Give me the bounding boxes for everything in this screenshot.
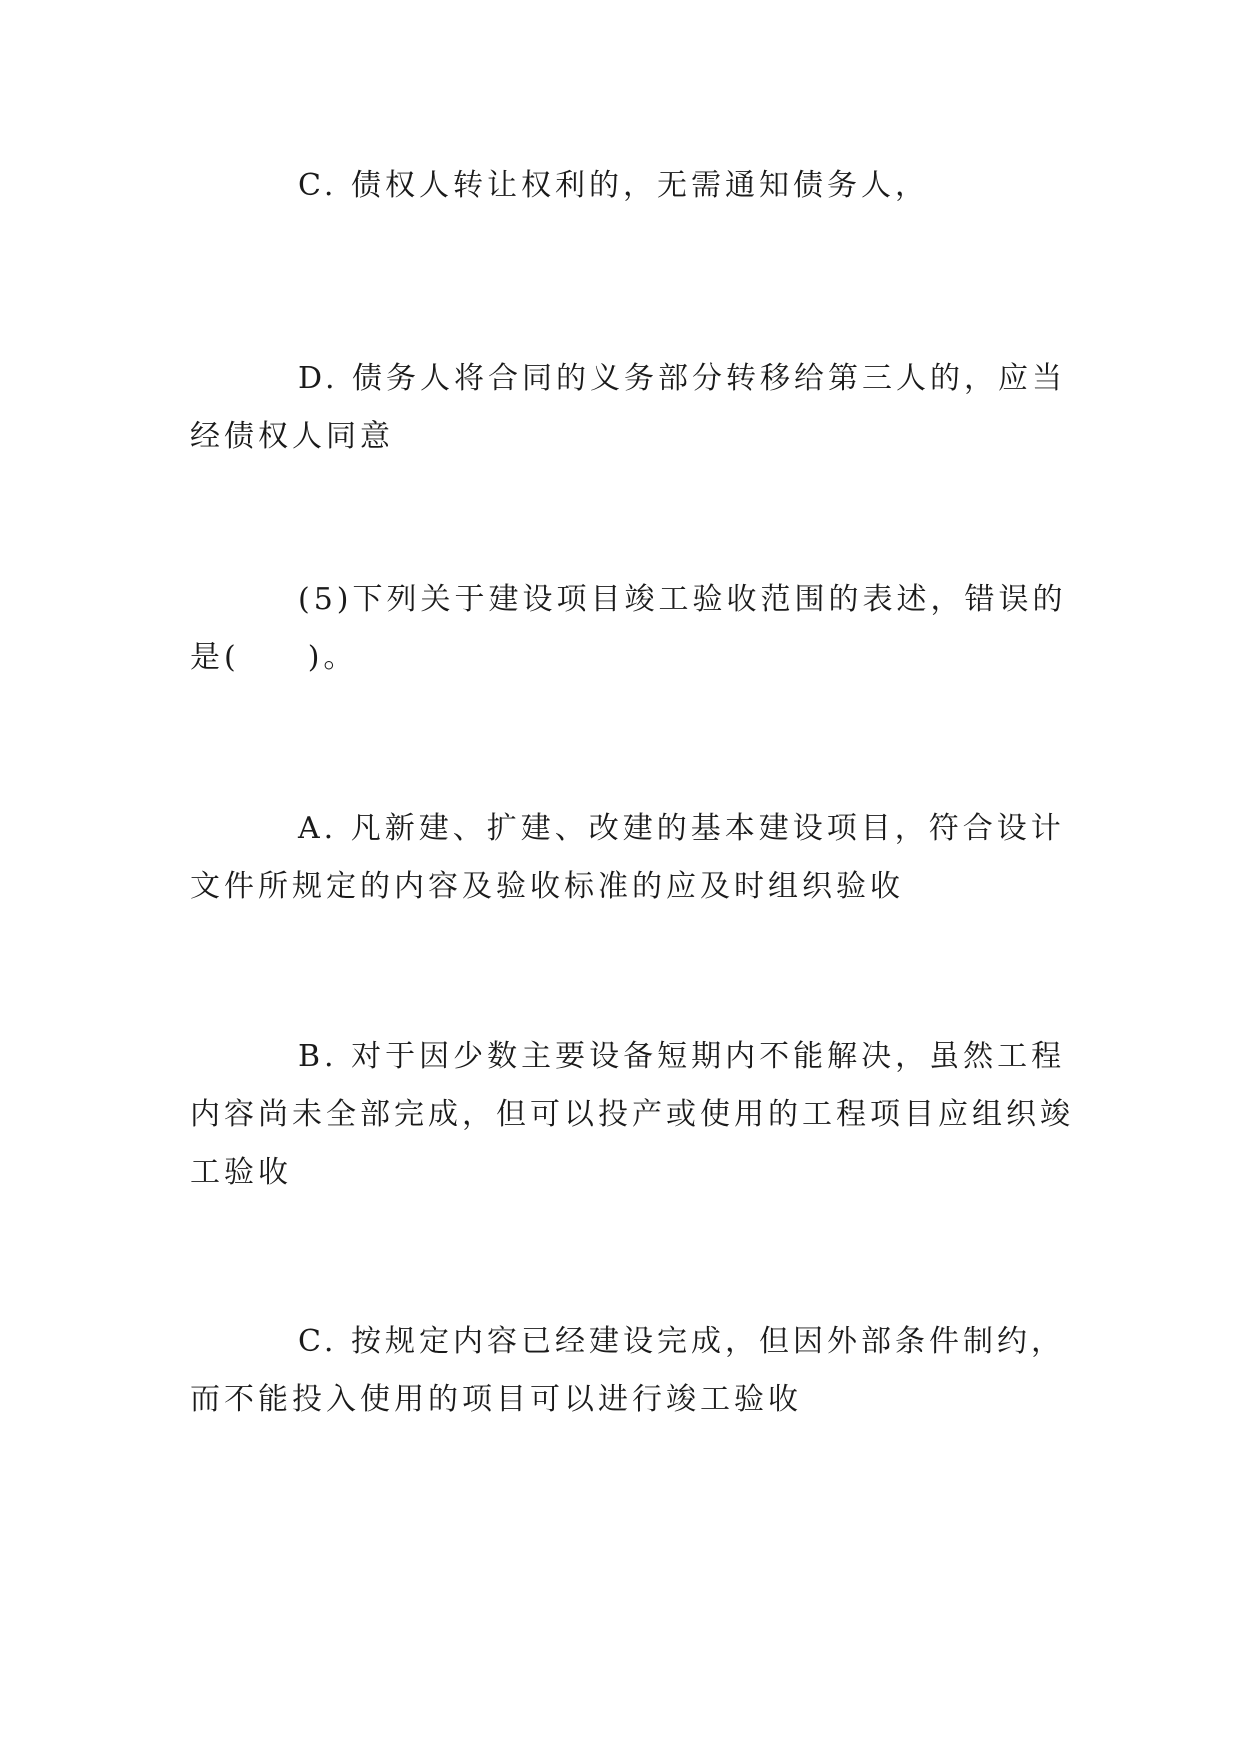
option-b-equipment <box>190 1028 1074 1202</box>
paragraph-line: 是( )。 <box>190 640 358 675</box>
option-c-external-conditions <box>190 1313 1065 1429</box>
paragraph-line: 内容尚未全部完成，但可以投产或使用的工程项目应组织竣 <box>190 1097 1074 1132</box>
paragraph-line: C. 债权人转让权利的，无需通知债务人， <box>298 168 929 203</box>
option-d-obligation-transfer <box>190 350 1067 466</box>
paragraph-line: C. 按规定内容已经建设完成，但因外部条件制约， <box>298 1324 1065 1359</box>
paragraph-line: B. 对于因少数主要设备短期内不能解决，虽然工程 <box>298 1039 1066 1074</box>
paragraph-line: (5)下列关于建设项目竣工验收范围的表述，错误的 <box>298 582 1067 617</box>
paragraph-line: 工验收 <box>190 1155 292 1190</box>
paragraph-line: 经债权人同意 <box>190 419 394 454</box>
paragraph-line: 而不能投入使用的项目可以进行竣工验收 <box>190 1382 802 1417</box>
paragraph-line: D. 债务人将合同的义务部分转移给第三人的，应当 <box>298 361 1067 396</box>
option-c-creditor-transfer <box>190 157 1060 215</box>
question-5 <box>190 571 1067 687</box>
option-a-new-projects <box>190 800 1065 916</box>
paragraph-line: A. 凡新建、扩建、改建的基本建设项目，符合设计 <box>298 811 1065 846</box>
paragraph-line: 文件所规定的内容及验收标准的应及时组织验收 <box>190 869 904 904</box>
